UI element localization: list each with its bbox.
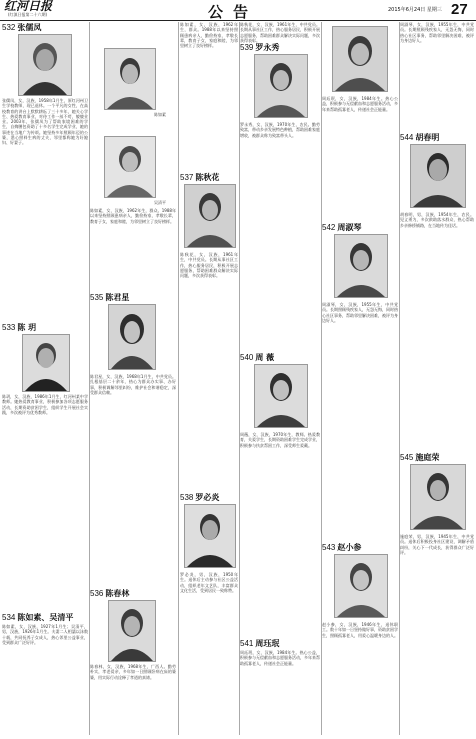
column-4 (240, 22, 320, 735)
portrait-photo-icon (104, 136, 156, 198)
portrait-photo-icon (410, 144, 466, 208)
entry-536 (90, 588, 129, 599)
entry-name: 陈秋花 (195, 172, 220, 182)
entry-number: 533 (2, 323, 16, 332)
entry-542 (322, 222, 361, 233)
entry-number: 534 (2, 613, 16, 622)
portrait-photo-icon (22, 334, 70, 392)
entry-body: 陈如素，女，汉族，1962年生，群众。1988年以来坚持照顾患病亲人，勤俭持家，孝敬长辈，教育子女，家庭和睦，为邻里树立了良好榜样。 (90, 208, 176, 224)
entry-name: 周淑琴 (337, 222, 362, 232)
entry-body: 周薇，女，汉族，1970年生，教师。热爱教育，关爱学生，长期资助困难学生完成学业，积极参与扶贫帮困工作，深受师生爱戴。 (240, 432, 320, 448)
column-2 (90, 22, 176, 735)
entry-name: 周 薇 (255, 352, 275, 362)
entry-number: 536 (90, 589, 104, 598)
entry-body: 陈如素，女，汉族，1927年1月生；吴清平，男，汉族，1926年1月生。夫妻二人相濡以沫数十载，共同抚养子女成人，热心邻里公益事业，受到群众广泛好评。 (2, 624, 88, 645)
portrait-photo-icon (104, 48, 156, 110)
entry-534 (2, 612, 73, 623)
entry-body: 张儒凤，女，汉族，1958年1月生，原红河州卫生学校教师，现已退休。一个平凡的女性，在高校教育的讲台上默默耕耘了三十多年，她关心学生、热爱教育事业，对待工作一丝不苟，兢兢业业。2003年，张儒凤为了帮助家境困难的学生，自掏腰包资助了十多名学生完成学业，她的事迹在当地广为传颂。她坚持多年照顾年迈的公婆，悉心照料生病的丈夫，邻里都称她为好媳妇、好妻子。 (2, 98, 88, 146)
entry-body: 罗必炎，男，汉族，1950年生。退休后主动参与社区公益活动，组织老年文艺队，丰富群众文化生活，受到居民一致称赞。 (180, 572, 238, 593)
entry-name: 陈君星 (105, 292, 130, 302)
portrait-photo-icon (254, 54, 308, 118)
entry-number: 545 (400, 453, 414, 462)
entry-body: 周珏珉，女，汉族，1984年生。热心公益，积极参与无偿献血和志愿服务活动，多年来帮助孤寡老人，传递社会正能量。 (322, 96, 398, 112)
masthead-sub: (红滇日报第二十六期) (8, 12, 48, 17)
column-5 (322, 22, 398, 735)
entry-538 (180, 492, 219, 503)
entry-body: 周珏珉，女，汉族，1984年生。热心公益，积极参与无偿献血和志愿服务活动，多年来帮助孤寡老人，传递社会正能量。 (240, 650, 320, 666)
photo-caption: 陈如素 (154, 112, 166, 117)
entry-name: 陈如素、吴清平 (17, 612, 74, 622)
section-title: 公告 (208, 3, 259, 21)
entry-body: 罗永秀，女，汉族，1970年生，农民。勤劳致富，带动乡亲发展特色种植，帮助困难家庭增收，被群众称为致富带头人。 (240, 122, 320, 138)
portrait-photo-icon (108, 304, 156, 370)
masthead: 红河日报 (4, 0, 53, 13)
entry-number: 539 (240, 43, 254, 52)
portrait-photo-icon (184, 184, 236, 248)
entry-name: 罗必炎 (195, 492, 220, 502)
entry-number: 537 (180, 173, 194, 182)
entry-body: 陈君星，女，汉族，1968年1月生，中共党员。扎根基层二十余年，热心为群众办实事、办好事，积极调解邻里纠纷，维护社会和谐稳定，深受群众信赖。 (90, 374, 176, 395)
entry-number: 538 (180, 493, 194, 502)
entry-number: 532 (2, 23, 16, 32)
entry-544 (400, 132, 439, 143)
entry-number: 535 (90, 293, 104, 302)
entry-name: 罗永秀 (255, 42, 280, 52)
column-1 (2, 22, 88, 735)
page-header (0, 0, 476, 21)
photo-caption: 吴清平 (154, 200, 166, 205)
entry-name: 陈春林 (105, 588, 130, 598)
entry-body: 陈秋花，女，汉族，1961年生，中共党员。长期从事社区工作，热心服务居民，积极开展志愿服务，帮助困难群众解决实际问题，多次获得表彰。 (180, 252, 238, 279)
entry-body: 胡春明，男，汉族，1954年生，农民。见义勇为，多次救助落水群众，热心帮助乡亲修桥铺路，在当地传为佳话。 (400, 212, 474, 228)
entry-541 (240, 638, 279, 649)
entry-name: 赵小参 (337, 542, 362, 552)
entry-number: 541 (240, 639, 254, 648)
portrait-photo-icon (18, 34, 72, 96)
portrait-photo-icon (108, 600, 156, 662)
entry-body: 施庭荣，男，汉族，1945年生，中共党员。退休后积极投身社区建设，调解矛盾纠纷，关心下一代成长，获得群众广泛好评。 (400, 534, 474, 555)
entry-name: 胡春明 (415, 132, 440, 142)
issue-date: 2015年6月24日 星期三 (388, 7, 442, 13)
entry-543 (322, 542, 361, 553)
entry-533 (2, 322, 36, 333)
column-divider (178, 22, 179, 735)
entry-body: 赵小参，女，汉族，1946年生，退休职工。数十年如一日坚持做好事，资助贫困学生，照顾孤寡老人，用爱心温暖身边的人。 (322, 622, 398, 638)
page-number: 27 (451, 1, 468, 18)
portrait-photo-icon (410, 464, 466, 530)
portrait-photo-icon (332, 26, 388, 92)
entry-540 (240, 352, 274, 363)
entry-535 (90, 292, 129, 303)
entry-name: 周珏珉 (255, 638, 280, 648)
portrait-photo-icon (334, 554, 388, 618)
entry-name: 施庭荣 (415, 452, 440, 462)
entry-532 (2, 22, 41, 33)
entry-number: 542 (322, 223, 336, 232)
entry-body: 陈春林，女，汉族，1968年生，广西人。勤劳朴实，孝老爱亲，多年如一日照顾卧病在床的婆婆，用实际行动诠释了孝道的真谛。 (90, 664, 176, 680)
entry-537 (180, 172, 219, 183)
portrait-photo-icon (254, 364, 308, 428)
portrait-photo-icon (334, 234, 388, 298)
entry-539 (240, 42, 279, 53)
entry-body: 陈秋花，女，汉族，1961年生，中共党员。长期从事社区工作，热心服务居民，积极开展志愿服务，帮助困难群众解决实际问题，多次获得表彰。 (240, 22, 320, 43)
column-6 (400, 22, 474, 735)
entry-number: 544 (400, 133, 414, 142)
entry-number: 543 (322, 543, 336, 552)
entry-body: 周淑琴，女，汉族，1955年生，中共党员。长期照顾残疾家人，无怨无悔，同时热心社区事务，帮助邻里解决困难，被评为身边好人。 (322, 302, 398, 323)
entry-name: 张儒凤 (17, 22, 42, 32)
entry-number: 540 (240, 353, 254, 362)
entry-545 (400, 452, 439, 463)
portrait-photo-icon (184, 504, 236, 568)
column-3 (180, 22, 238, 735)
entry-body: 周淑琴，女，汉族，1955年生，中共党员。长期照顾残疾家人，无怨无悔，同时热心社区事务，帮助邻里解决困难，被评为身边好人。 (400, 22, 474, 43)
entry-body: 陈如素，女，汉族，1962年生，群众。1988年以来坚持照顾患病亲人，勤俭持家，孝敬长辈，教育子女，家庭和睦，为邻里树立了良好榜样。 (180, 22, 238, 49)
entry-body: 陈玥，女，汉族，1986年1月生，红河州某中学教师。她热爱教育事业，积极参加各项志愿服务活动，长期资助贫困学生，组织学生开展社会实践，多次被评为优秀教师。 (2, 394, 88, 415)
entry-name: 陈 玥 (17, 322, 37, 332)
